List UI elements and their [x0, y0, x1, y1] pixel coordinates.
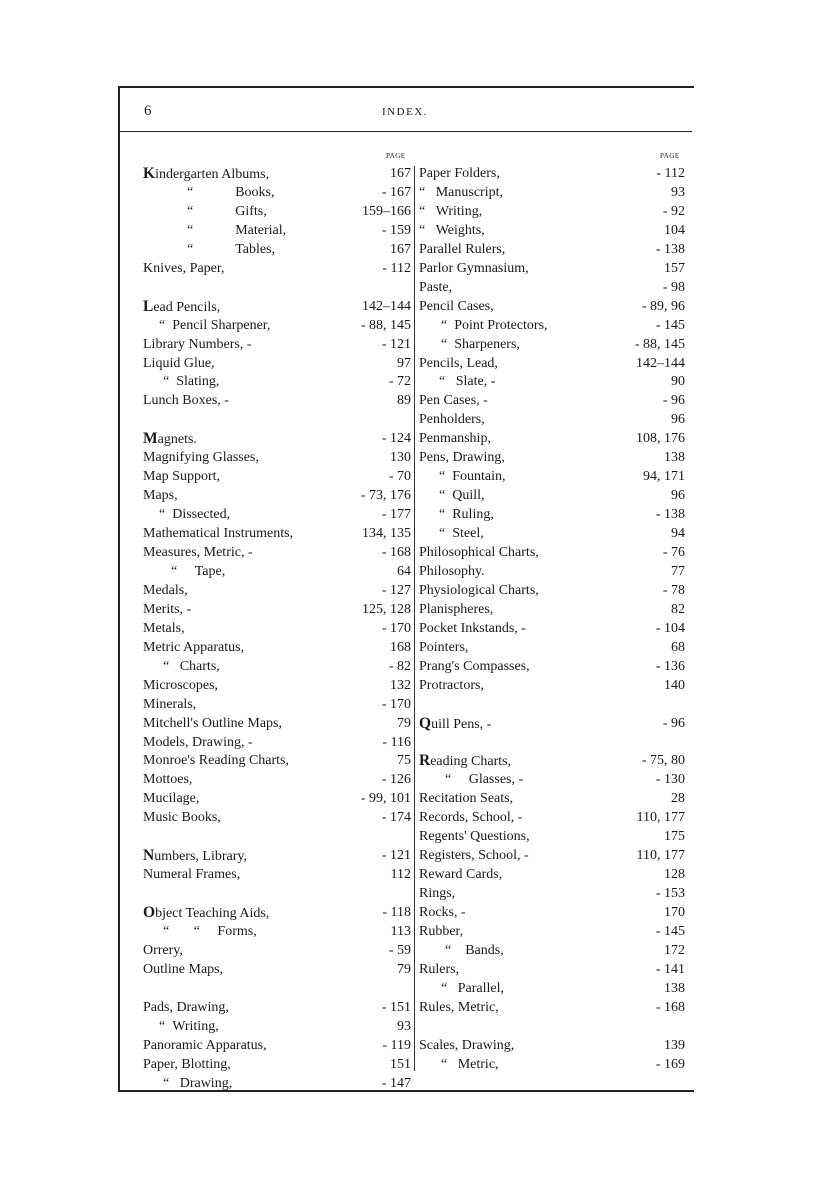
index-page-ref: - 124	[381, 431, 411, 447]
index-term: Philosophy.	[419, 563, 485, 579]
index-entry	[419, 1055, 685, 1074]
index-entry	[419, 638, 685, 657]
index-term: Paper, Blotting,	[143, 1056, 231, 1072]
index-term: “ Charts,	[163, 658, 220, 674]
index-entry	[419, 808, 685, 827]
running-title: INDEX.	[382, 106, 428, 118]
index-term: “ “ Forms,	[163, 924, 257, 939]
index-page-ref: 77	[671, 563, 685, 579]
index-page-ref: - 138	[655, 241, 685, 257]
index-page-ref: 132	[390, 677, 411, 693]
index-page-ref: - 75, 80	[641, 753, 685, 769]
index-term: Merits, -	[143, 601, 192, 617]
index-entry	[143, 505, 411, 524]
page-header	[118, 100, 692, 130]
index-entry	[143, 657, 411, 676]
index-term: Rings,	[419, 886, 456, 902]
index-page-ref: - 121	[381, 336, 411, 352]
index-page-ref: 75	[397, 753, 411, 769]
index-entry	[419, 903, 685, 922]
index-term: Metals,	[143, 620, 185, 636]
index-entry	[143, 941, 411, 960]
index-entry	[143, 695, 411, 714]
index-entry	[419, 619, 685, 638]
index-entry	[143, 562, 411, 581]
index-term: Liquid Glue,	[143, 355, 215, 371]
index-page-ref: - 136	[655, 658, 685, 674]
index-entry	[143, 1017, 411, 1036]
index-page-ref: 64	[397, 563, 411, 579]
index-page-ref: - 88, 145	[360, 317, 411, 333]
index-entry	[419, 960, 685, 979]
index-entry	[143, 638, 411, 657]
index-page-ref: 110, 177	[636, 810, 685, 826]
index-term: Paste,	[419, 279, 453, 295]
index-term: Penmanship,	[419, 431, 491, 447]
index-page-ref: - 99, 101	[360, 791, 411, 807]
index-entry	[419, 827, 685, 846]
index-page-ref: 94	[671, 526, 685, 542]
index-term: Pointers,	[419, 639, 469, 655]
index-page-ref: - 145	[655, 317, 685, 333]
index-term: Planispheres,	[419, 601, 494, 617]
index-page-ref: - 88, 145	[634, 336, 685, 352]
index-page-ref: - 168	[381, 545, 411, 560]
index-entry	[143, 922, 411, 941]
index-term: “ Tables,	[187, 241, 276, 257]
index-entry	[143, 581, 411, 600]
index-entry	[143, 1055, 411, 1074]
index-page-ref: - 141	[655, 961, 685, 977]
index-page-ref: 130	[390, 450, 411, 466]
index-entry	[143, 789, 411, 808]
index-page-ref: - 167	[381, 184, 411, 200]
index-entry	[143, 884, 411, 903]
index-page-ref: - 76	[662, 545, 685, 560]
index-entry	[419, 998, 685, 1017]
index-entry	[143, 467, 411, 486]
index-term: Rules, Metric,	[419, 999, 499, 1015]
index-entry	[419, 391, 685, 410]
index-page-ref: - 145	[655, 924, 685, 939]
index-entry	[419, 581, 685, 600]
index-term: “ Weights,	[419, 222, 485, 238]
index-entry	[419, 676, 685, 695]
index-entry	[419, 335, 685, 354]
index-entry	[419, 846, 685, 865]
index-page-ref: - 96	[662, 393, 685, 409]
page-number: 6	[144, 103, 152, 119]
index-term: “ Steel,	[439, 526, 484, 542]
index-page-ref: 167	[390, 241, 411, 257]
index-page-ref: - 119	[382, 1037, 411, 1053]
index-entry	[419, 1017, 685, 1036]
index-page-ref: - 78	[662, 582, 685, 598]
index-page-ref: 168	[390, 639, 411, 655]
index-term: Mathematical Instruments,	[143, 526, 294, 542]
index-term: Magnifying Glasses,	[143, 450, 259, 466]
index-term: Rulers,	[419, 961, 460, 977]
index-entry	[143, 903, 411, 922]
column-divider	[414, 166, 415, 1071]
index-entry	[143, 865, 411, 884]
header-rule	[118, 131, 692, 132]
index-entry	[143, 770, 411, 789]
index-entry	[419, 770, 685, 789]
index-term: “ Dissected,	[159, 507, 231, 523]
index-term: Library Numbers, -	[143, 336, 252, 352]
index-term: Reward Cards,	[419, 867, 503, 883]
index-page-ref: 172	[664, 942, 685, 958]
index-term: Magnets.	[143, 430, 197, 448]
index-entry	[419, 695, 685, 714]
index-term: Pencils, Lead,	[419, 355, 498, 371]
index-entry	[419, 562, 685, 581]
index-entry	[419, 429, 685, 448]
index-entry	[419, 410, 685, 429]
index-page-ref: 112	[390, 867, 411, 883]
index-term: Minerals,	[143, 696, 197, 712]
index-page-ref: 142–144	[636, 355, 685, 371]
index-term: Map Support,	[143, 469, 220, 485]
index-page-ref: 138	[664, 450, 685, 466]
index-term: Parallel Rulers,	[419, 241, 506, 257]
index-term: Music Books,	[143, 810, 221, 826]
index-term: Reading Charts,	[419, 752, 512, 770]
index-entry	[419, 372, 685, 391]
index-page-ref: - 170	[381, 696, 411, 712]
index-page-ref: 79	[397, 961, 411, 977]
index-term: Mottoes,	[143, 772, 193, 788]
index-entry	[419, 354, 685, 373]
index-term: Maps,	[143, 488, 178, 504]
index-page-ref: - 89, 96	[641, 298, 685, 314]
index-entry	[419, 278, 685, 297]
index-term: “ Ruling,	[439, 507, 494, 523]
index-page-ref: - 96	[662, 715, 685, 731]
index-page-ref: 134, 135	[362, 526, 411, 542]
index-term: Numeral Frames,	[143, 867, 241, 883]
index-term: Medals,	[143, 582, 188, 598]
index-entry	[143, 486, 411, 505]
index-page-ref: - 59	[388, 942, 411, 958]
index-page-ref: 139	[664, 1037, 685, 1053]
index-page-ref: - 104	[655, 620, 685, 636]
index-page-ref: - 147	[381, 1075, 411, 1091]
index-entry	[143, 202, 411, 221]
index-entry	[143, 543, 411, 562]
index-entry	[143, 733, 411, 752]
index-entry	[419, 941, 685, 960]
index-page-ref: - 168	[655, 999, 685, 1015]
index-term: Metric Apparatus,	[143, 639, 245, 655]
index-page-ref: 96	[671, 488, 685, 504]
index-term: “ Metric,	[441, 1056, 499, 1072]
index-entry	[419, 1036, 685, 1055]
index-entry	[143, 619, 411, 638]
index-page-ref: 90	[671, 374, 685, 390]
index-entry	[419, 600, 685, 619]
index-term: Protractors,	[419, 677, 484, 693]
index-page-ref: 157	[664, 260, 685, 276]
index-entry	[419, 316, 685, 335]
index-entry	[143, 676, 411, 695]
index-entry	[143, 221, 411, 240]
right-page-label: PAGE	[660, 152, 680, 160]
index-page-ref: - 169	[655, 1056, 685, 1072]
index-page-ref: 89	[397, 393, 411, 409]
index-term: Records, School, -	[419, 810, 523, 826]
index-page-ref: 159–166	[362, 203, 411, 219]
index-entry	[143, 751, 411, 770]
index-entry	[143, 259, 411, 278]
index-entry	[143, 960, 411, 979]
index-entry	[143, 335, 411, 354]
index-entry	[143, 429, 411, 448]
index-term: Models, Drawing, -	[143, 734, 253, 750]
index-entry	[143, 998, 411, 1017]
index-entry	[143, 391, 411, 410]
index-term: “ Writing,	[159, 1018, 219, 1034]
index-entry	[143, 1036, 411, 1055]
index-page-ref: - 82	[388, 658, 411, 674]
index-term: Kindergarten Albums,	[143, 165, 270, 182]
index-term: “ Pencil Sharpener,	[159, 317, 271, 333]
index-term: Pens, Drawing,	[419, 450, 505, 466]
index-page-ref: - 174	[381, 810, 411, 826]
index-entry	[419, 467, 685, 486]
index-page-ref: - 159	[381, 222, 411, 238]
index-page-ref: - 98	[662, 279, 685, 295]
index-term: Rubber,	[419, 924, 464, 939]
index-term: Philosophical Charts,	[419, 545, 539, 560]
index-page-ref: 28	[671, 791, 685, 807]
index-entry	[143, 808, 411, 827]
index-term: “ Tape,	[171, 563, 226, 579]
index-entry	[143, 979, 411, 998]
index-term: Rocks, -	[419, 905, 466, 921]
index-page-ref: 68	[671, 639, 685, 655]
index-entry	[419, 259, 685, 278]
index-term: “ Fountain,	[439, 469, 506, 485]
index-page-ref: - 170	[381, 620, 411, 636]
index-term: Measures, Metric, -	[143, 545, 253, 560]
index-page-ref: - 118	[382, 905, 411, 921]
index-page-ref: - 127	[381, 582, 411, 598]
index-page-ref: 96	[671, 412, 685, 428]
index-term: Scales, Drawing,	[419, 1037, 515, 1053]
index-page-ref: 113	[390, 924, 411, 939]
index-entry	[143, 448, 411, 467]
index-term: “ Writing,	[419, 203, 483, 219]
index-entry	[419, 297, 685, 316]
index-entry	[143, 240, 411, 259]
index-page-ref: - 92	[662, 203, 685, 219]
index-term: “ Slate, -	[439, 374, 496, 390]
index-page-ref: 104	[664, 222, 685, 238]
index-page-ref: - 138	[655, 507, 685, 523]
index-term: Monroe's Reading Charts,	[143, 753, 290, 769]
index-term: “ Sharpeners,	[441, 336, 520, 352]
index-page-ref: - 151	[381, 999, 411, 1015]
index-entry	[143, 372, 411, 391]
index-entry	[419, 865, 685, 884]
index-entry	[143, 1074, 411, 1093]
index-page-ref: 79	[397, 715, 411, 731]
index-entry	[419, 789, 685, 808]
index-entry	[419, 714, 685, 733]
index-term: Outline Maps,	[143, 961, 224, 977]
index-term: Registers, School, -	[419, 848, 529, 864]
index-entry	[143, 278, 411, 297]
index-page-ref: 125, 128	[362, 601, 411, 617]
index-entry	[143, 316, 411, 335]
index-term: Pencil Cases,	[419, 298, 494, 314]
index-page-ref: 97	[397, 355, 411, 371]
index-term: “ Slating,	[163, 374, 220, 390]
index-term: Pocket Inkstands, -	[419, 620, 526, 636]
index-entry	[419, 202, 685, 221]
index-entry	[143, 164, 411, 183]
index-entry	[143, 410, 411, 429]
index-page-ref: 175	[664, 829, 685, 845]
index-page-ref: 128	[664, 867, 685, 883]
index-page-ref: 167	[390, 166, 411, 181]
index-term: “ Parallel,	[441, 980, 504, 996]
index-entry	[419, 657, 685, 676]
index-page-ref: - 121	[381, 848, 411, 864]
index-entry	[419, 183, 685, 202]
index-entry	[419, 240, 685, 259]
index-page-ref: - 72	[388, 374, 411, 390]
index-entry	[143, 354, 411, 373]
index-term: Prang's Compasses,	[419, 658, 530, 674]
index-page-ref: - 126	[381, 772, 411, 788]
index-term: Orrery,	[143, 942, 183, 958]
index-page-ref: - 130	[655, 772, 685, 788]
index-entry	[143, 524, 411, 543]
index-page-ref: - 177	[381, 507, 411, 523]
index-term: “ Drawing,	[163, 1075, 233, 1091]
index-page-ref: 93	[397, 1018, 411, 1034]
index-page-ref: 82	[671, 601, 685, 617]
index-entry	[419, 448, 685, 467]
index-term: Penholders,	[419, 412, 485, 428]
index-entry	[419, 922, 685, 941]
index-page-ref: 94, 171	[643, 469, 685, 485]
index-term: Recitation Seats,	[419, 791, 514, 807]
index-entry	[419, 486, 685, 505]
index-term: Object Teaching Aids,	[143, 904, 270, 922]
index-term: “ Material,	[187, 222, 287, 238]
index-entry	[143, 297, 411, 316]
index-term: Pen Cases, -	[419, 393, 488, 409]
index-term: “ Bands,	[445, 942, 504, 958]
index-page-ref: - 112	[656, 166, 685, 181]
index-page-ref: - 116	[382, 734, 411, 750]
index-term: Pads, Drawing,	[143, 999, 229, 1015]
index-entry	[419, 221, 685, 240]
left-page-label: PAGE	[386, 152, 406, 160]
index-entry	[419, 884, 685, 903]
index-term: “ Gifts,	[187, 203, 267, 219]
index-entry	[419, 979, 685, 998]
index-page-ref: - 70	[388, 469, 411, 485]
index-entry	[419, 543, 685, 562]
index-term: Parlor Gymnasium,	[419, 260, 529, 276]
index-entry	[143, 183, 411, 202]
index-page-ref: - 153	[655, 886, 685, 902]
index-term: Lunch Boxes, -	[143, 393, 229, 409]
index-entry	[419, 733, 685, 752]
index-page-ref: 138	[664, 980, 685, 996]
index-page-ref: 151	[390, 1056, 411, 1072]
index-entry	[143, 600, 411, 619]
index-term: Mitchell's Outline Maps,	[143, 715, 283, 731]
index-term: Regents' Questions,	[419, 829, 530, 845]
index-term: “ Point Protectors,	[441, 317, 548, 333]
index-term: Panoramic Apparatus,	[143, 1037, 267, 1053]
index-term: Quill Pens, -	[419, 714, 492, 732]
index-entry	[419, 505, 685, 524]
index-term: “ Glasses, -	[445, 772, 524, 788]
index-term: Mucilage,	[143, 791, 200, 807]
index-term: “ Books,	[187, 184, 275, 200]
index-entry	[143, 714, 411, 733]
index-page-ref: - 73, 176	[360, 488, 411, 504]
index-term: Physiological Charts,	[419, 582, 539, 598]
index-term: Numbers, Library,	[143, 847, 247, 865]
index-entry	[419, 524, 685, 543]
index-page-ref: 108, 176	[636, 431, 685, 447]
index-term: Paper Folders,	[419, 166, 500, 181]
index-page-ref: 110, 177	[636, 848, 685, 864]
index-page-ref: 140	[664, 677, 685, 693]
index-term: Knives, Paper,	[143, 260, 225, 276]
index-entry	[143, 827, 411, 846]
index-page-ref: 170	[664, 905, 685, 921]
index-page-ref: 93	[671, 184, 685, 200]
index-term: Microscopes,	[143, 677, 219, 693]
index-term: “ Quill,	[439, 488, 485, 504]
index-entry	[419, 164, 685, 183]
index-term: “ Manuscript,	[419, 184, 503, 200]
index-entry	[419, 751, 685, 770]
index-term: Lead Pencils,	[143, 297, 221, 315]
index-page-ref: - 112	[382, 260, 411, 276]
index-entry	[143, 846, 411, 865]
index-page-ref: 142–144	[362, 298, 411, 314]
